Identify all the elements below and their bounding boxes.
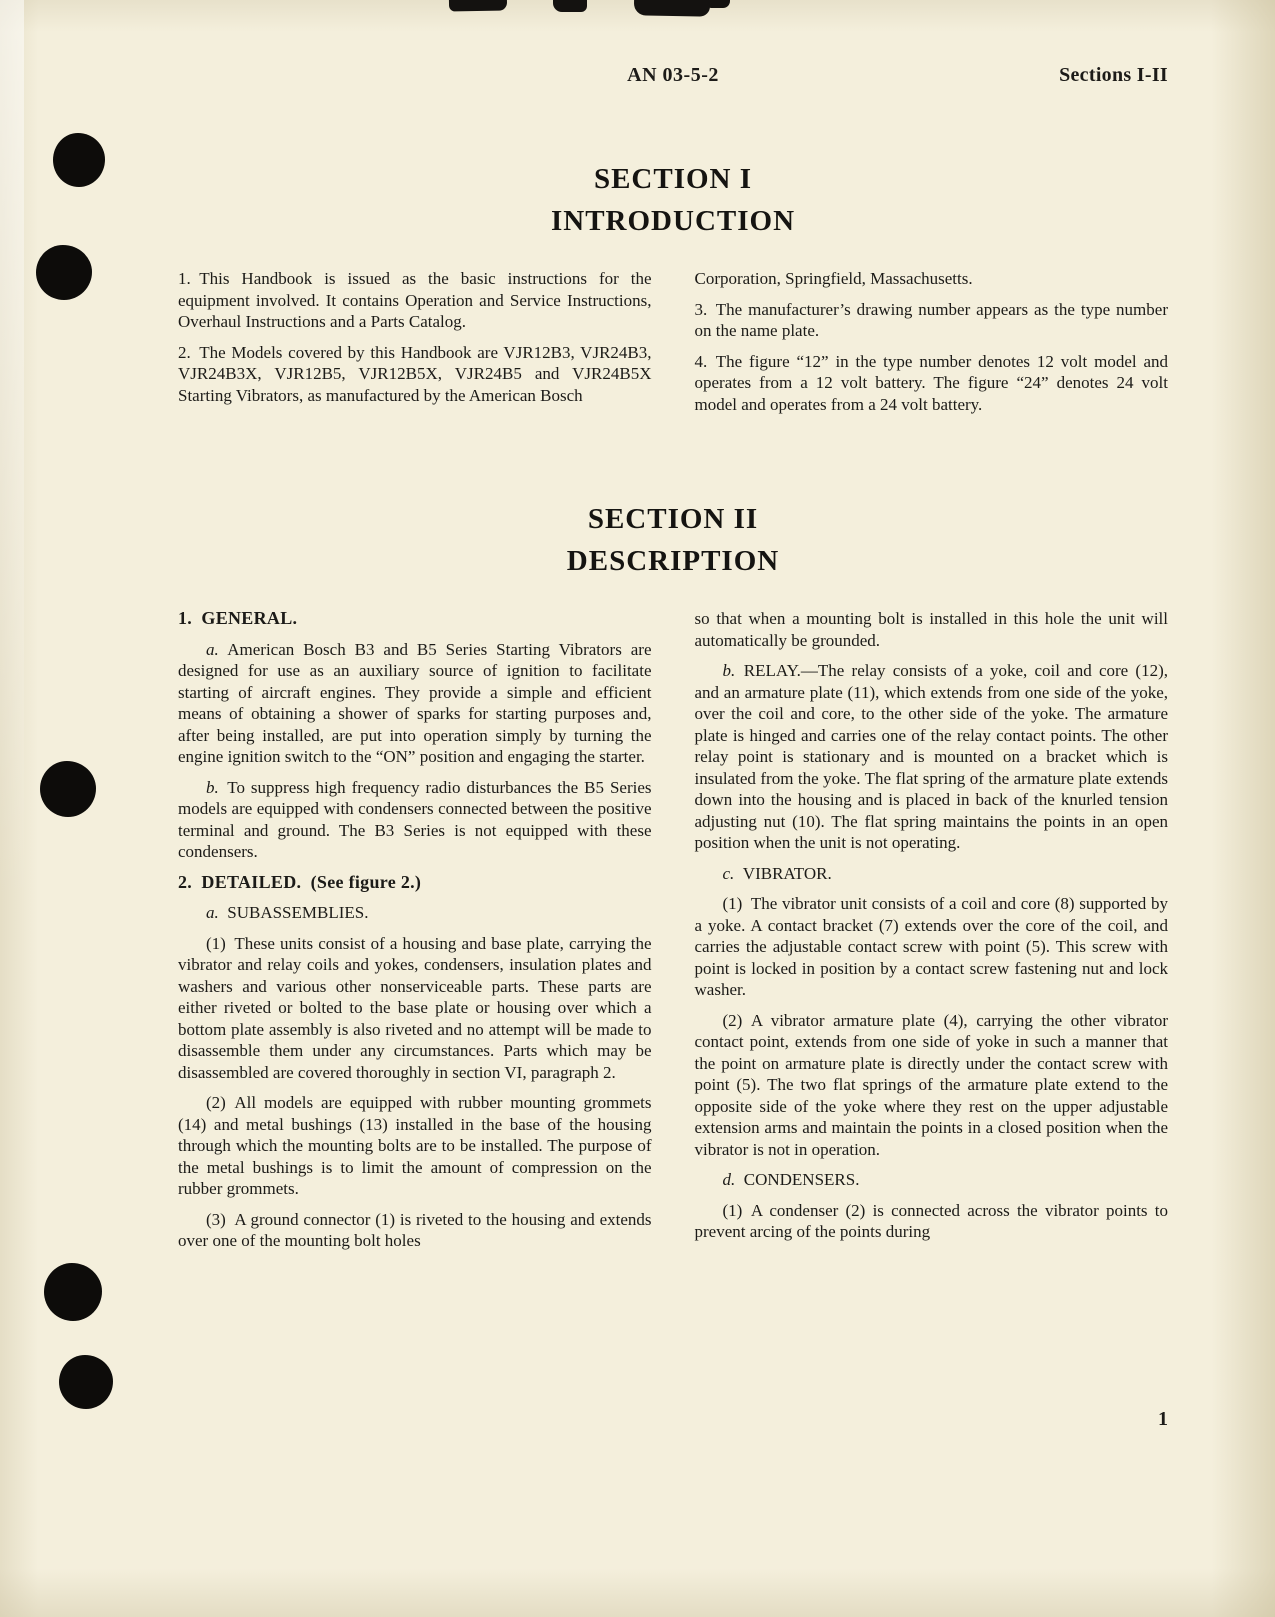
- paragraph: 3. The manufacturer’s drawing number appears as the type number on the name plate.: [694, 299, 1168, 340]
- paragraph: (1) A condenser (2) is connected across the vibrator points to prevent arcing of the points during: [694, 1200, 1168, 1241]
- paragraph: (2) A vibrator armature plate (4), carrying the other vibrator contact point, extends from one side of yoke in such a manner that the point on armature plate is directly under the contact screw with point (5). The two flat springs of the armature plate extend to the opposite side of the yoke where they rest on the upper adjustable extension arms and maintain the points in a closed position when the vibrator is not in operation.: [694, 1010, 1168, 1159]
- paragraph: a. American Bosch B3 and B5 Series Starting Vibrators are designed for use as an auxiliary source of ignition to facilitate starting of aircraft engines. They provide a simple and efficient means of obtaining a shower of sparks for starting purposes and, after being installed, are put into operation simply by turning the engine ignition switch to the “ON” position and engaging the starter.: [178, 639, 652, 766]
- sections-label: Sections I-II: [1059, 64, 1168, 86]
- section-2-columns: [178, 608, 1168, 1261]
- punch-hole: [53, 133, 105, 187]
- punch-hole: [44, 1263, 102, 1321]
- italic-lead: b.: [206, 777, 219, 797]
- paragraph-heading: 1. GENERAL.: [178, 608, 298, 628]
- italic-lead: b.: [722, 661, 736, 680]
- paragraph: 1. This Handbook is issued as the basic instructions for the equipment involved. It contains Operation and Service Instructions, Overhaul Instructions and a Parts Catalog.: [178, 269, 652, 331]
- paragraph-heading: 2. DETAILED. (See figure 2.): [178, 871, 422, 892]
- section-2-title: SECTION II: [587, 503, 759, 535]
- paragraph: (2) All models are equipped with rubber mounting grommets (14) and metal bushings (13) installed in the base of the housing through which the mounting bolts are to be installed. The purpose of the metal bushings is to limit the amount of compression on the rubber grommets.: [178, 1093, 652, 1198]
- section-1-title: SECTION I: [593, 163, 753, 195]
- section-1-subtitle: INTRODUCTION: [550, 205, 796, 237]
- scan-artifact: [634, 0, 710, 17]
- italic-lead: a.: [206, 903, 219, 922]
- paragraph: a. SUBASSEMBLIES.: [206, 903, 369, 922]
- section-1-right-column: [695, 268, 1169, 424]
- doc-number: AN 03-5-2: [627, 64, 719, 86]
- paragraph: (3) A ground connector (1) is riveted to the housing and extends over one of the mounting bolt holes: [178, 1209, 652, 1250]
- italic-lead: c.: [722, 863, 735, 883]
- page-header: [178, 64, 1168, 90]
- section-2: [178, 502, 1168, 1261]
- scan-edge-light: [0, 0, 24, 1132]
- paragraph: (1) These units consist of a housing and base plate, carrying the vibrator and relay coils and yokes, condensers, insulation plates and washers and various other nonserviceable parts. These parts are either riveted or bolted to the base plate or housing over which a bottom plate assembly is also riveted and no attempt will be made to disassemble them under any circumstances. Parts which may be disassembled are covered thoroughly in section VI, paragraph 2.: [178, 933, 652, 1082]
- paragraph: 4. The figure “12” in the type number denotes 12 volt model and operates from a 12 volt battery. The figure “24” denotes 24 volt model and operates from a 24 volt battery.: [694, 351, 1168, 414]
- section-1-columns: [178, 268, 1168, 424]
- section-2-left-column: [178, 608, 652, 1261]
- paragraph: (1) The vibrator unit consists of a coil and core (8) supported by a yoke. A contact bracket (7) extends over the core of the coil, and carries the adjustable contact screw with point (5). This screw with point is locked in position by a contact screw fastening nut and lock washer.: [694, 894, 1168, 999]
- paragraph: d. CONDENSERS.: [722, 1170, 860, 1189]
- scan-artifact: [706, 0, 730, 8]
- punch-hole: [36, 245, 92, 300]
- page-content: [178, 64, 1168, 1261]
- punch-hole: [59, 1355, 113, 1409]
- punch-hole: [40, 761, 96, 817]
- paragraph: 2. The Models covered by this Handbook are VJR12B3, VJR24B3, VJR24B3X, VJR12B5, VJR12B5X, VJR24B5 and VJR24B5X Starting Vibrators, as manufactured by the American Bosch: [178, 342, 652, 405]
- scan-artifact: [449, 0, 507, 12]
- italic-lead: a.: [206, 639, 219, 659]
- paragraph: c. VIBRATOR.: [722, 863, 832, 883]
- section-1: [178, 162, 1168, 424]
- page-number: 1: [1158, 1408, 1168, 1430]
- paragraph: so that when a mounting bolt is installed in this hole the unit will automatically be grounded.: [694, 609, 1168, 650]
- scan-artifact: [553, 0, 587, 12]
- paragraph: b. To suppress high frequency radio disturbances the B5 Series models are equipped with condensers connected between the positive terminal and ground. The B3 Series is not equipped with these condensers.: [178, 777, 652, 861]
- section-1-left-column: [178, 268, 652, 424]
- section-2-right-column: [695, 608, 1169, 1261]
- paragraph: Corporation, Springfield, Massachusetts.: [694, 269, 973, 288]
- italic-lead: d.: [722, 1170, 736, 1189]
- paragraph: b. RELAY.—The relay consists of a yoke, coil and core (12), and an armature plate (11), which extends from one side of the yoke, over the coil and core, to the other side of the yoke. The armature plate is hinged and carries one of the relay contact points. The other relay point is stationary and is mounted on a bracket which is insulated from the yoke. The flat spring of the armature plate extends down into the housing and is placed in back of the knurled tension adjusting nut (10). The flat spring maintains the points in an open position when the unit is not operating.: [694, 661, 1168, 852]
- section-2-subtitle: DESCRIPTION: [566, 545, 780, 577]
